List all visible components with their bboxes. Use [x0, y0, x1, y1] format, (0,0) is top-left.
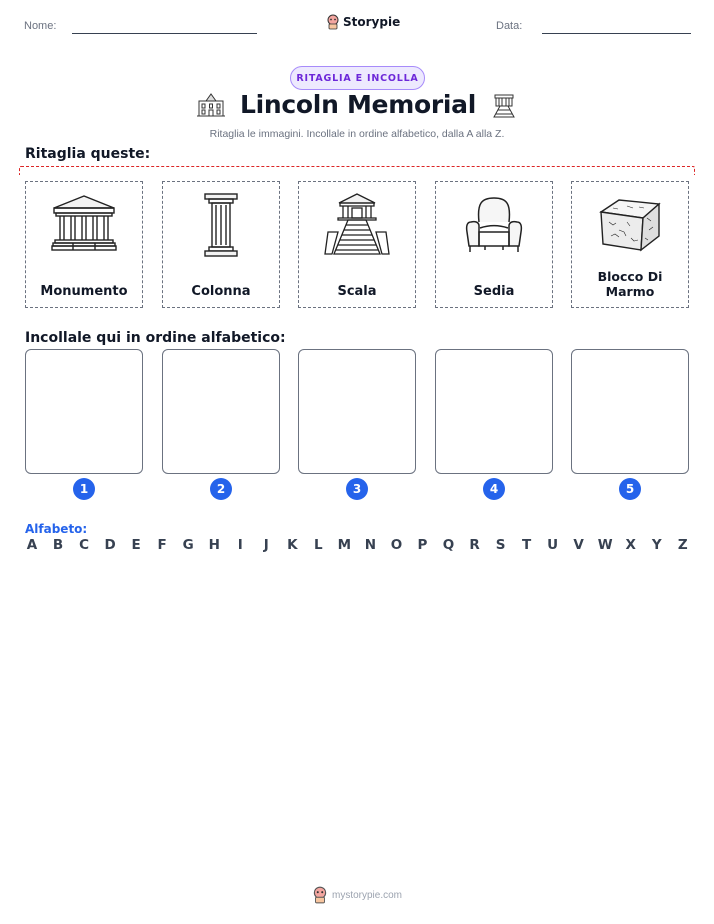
- date-line[interactable]: [542, 33, 691, 34]
- footer: [0, 886, 714, 904]
- alphabet-letter: N: [364, 537, 377, 553]
- cut-card[interactable]: [435, 181, 553, 308]
- paste-section-label: Incollale qui in ordine alfabetico:: [25, 330, 286, 346]
- alphabet-letter: R: [469, 537, 480, 553]
- alphabet-letter: D: [104, 537, 116, 553]
- alphabet-letter: J: [263, 537, 269, 553]
- order-number: 5: [619, 478, 641, 500]
- footer-url[interactable]: mystorypie.com: [331, 889, 402, 901]
- alphabet-letter: X: [625, 537, 636, 553]
- activity-badge: RITAGLIA E INCOLLA: [290, 66, 425, 90]
- paste-box-5[interactable]: [571, 349, 689, 474]
- paste-box-3[interactable]: [298, 349, 416, 474]
- cut-card[interactable]: [298, 181, 416, 308]
- card-label: Sedia: [473, 284, 515, 299]
- alphabet-letter: H: [208, 537, 220, 553]
- brand-name: Storypie: [343, 15, 401, 29]
- title-row: [0, 90, 714, 119]
- monument-icon: [51, 192, 117, 258]
- order-number: 4: [483, 478, 505, 500]
- cut-card[interactable]: [25, 181, 143, 308]
- name-label: Nome:: [24, 20, 57, 32]
- order-number: 2: [210, 478, 232, 500]
- alphabet-letter: A: [26, 537, 38, 553]
- alphabet-letter: M: [337, 537, 352, 553]
- alphabet-row: [25, 537, 690, 553]
- armchair-icon: [461, 192, 527, 258]
- alphabet-letter: E: [131, 537, 141, 553]
- alphabet-letter: U: [547, 537, 559, 553]
- marble-block-icon: [597, 192, 663, 258]
- building-icon: [196, 91, 226, 119]
- card-label: Blocco Di Marmo: [597, 269, 663, 299]
- cut-section-label: Ritaglia queste:: [25, 146, 151, 162]
- alphabet-letter: B: [52, 537, 64, 553]
- alphabet-letter: K: [287, 537, 298, 553]
- alphabet-letter: T: [521, 537, 532, 553]
- alphabet-letter: W: [597, 537, 613, 553]
- alphabet-letter: G: [182, 537, 194, 553]
- alphabet-letter: Z: [677, 537, 688, 553]
- alphabet-letter: O: [390, 537, 403, 553]
- name-line[interactable]: [72, 33, 257, 34]
- brand-logo: [326, 14, 400, 30]
- alphabet-letter: C: [79, 537, 90, 553]
- paste-box-4[interactable]: [435, 349, 553, 474]
- cut-card[interactable]: [571, 181, 689, 308]
- alphabet-letter: L: [314, 537, 323, 553]
- column-icon: [188, 192, 254, 258]
- card-label: Scala: [337, 284, 377, 299]
- date-label: Data:: [496, 20, 523, 32]
- order-number: 1: [73, 478, 95, 500]
- alphabet-letter: V: [573, 537, 584, 553]
- paste-box-1[interactable]: [25, 349, 143, 474]
- alphabet-letter: Q: [442, 537, 455, 553]
- cut-line: [19, 166, 695, 175]
- alphabet-letter: P: [417, 537, 428, 553]
- alphabet-letter: F: [157, 537, 167, 553]
- alphabet-letter: S: [495, 537, 506, 553]
- memorial-icon: [490, 91, 518, 119]
- card-label: Monumento: [40, 284, 128, 299]
- alphabet-label: Alfabeto:: [25, 522, 88, 536]
- page-title: Lincoln Memorial: [240, 90, 476, 119]
- staircase-icon: [324, 192, 390, 258]
- card-label: Colonna: [191, 284, 251, 299]
- storypie-mascot-icon: [312, 886, 328, 904]
- order-number: 3: [346, 478, 368, 500]
- storypie-mascot-icon: [326, 14, 340, 30]
- cut-card[interactable]: [162, 181, 280, 308]
- paste-box-2[interactable]: [162, 349, 280, 474]
- alphabet-letter: Y: [651, 537, 662, 553]
- alphabet-letter: I: [237, 537, 243, 553]
- instructions: Ritaglia le immagini. Incollale in ordine alfabetico, dalla A alla Z.: [209, 128, 505, 140]
